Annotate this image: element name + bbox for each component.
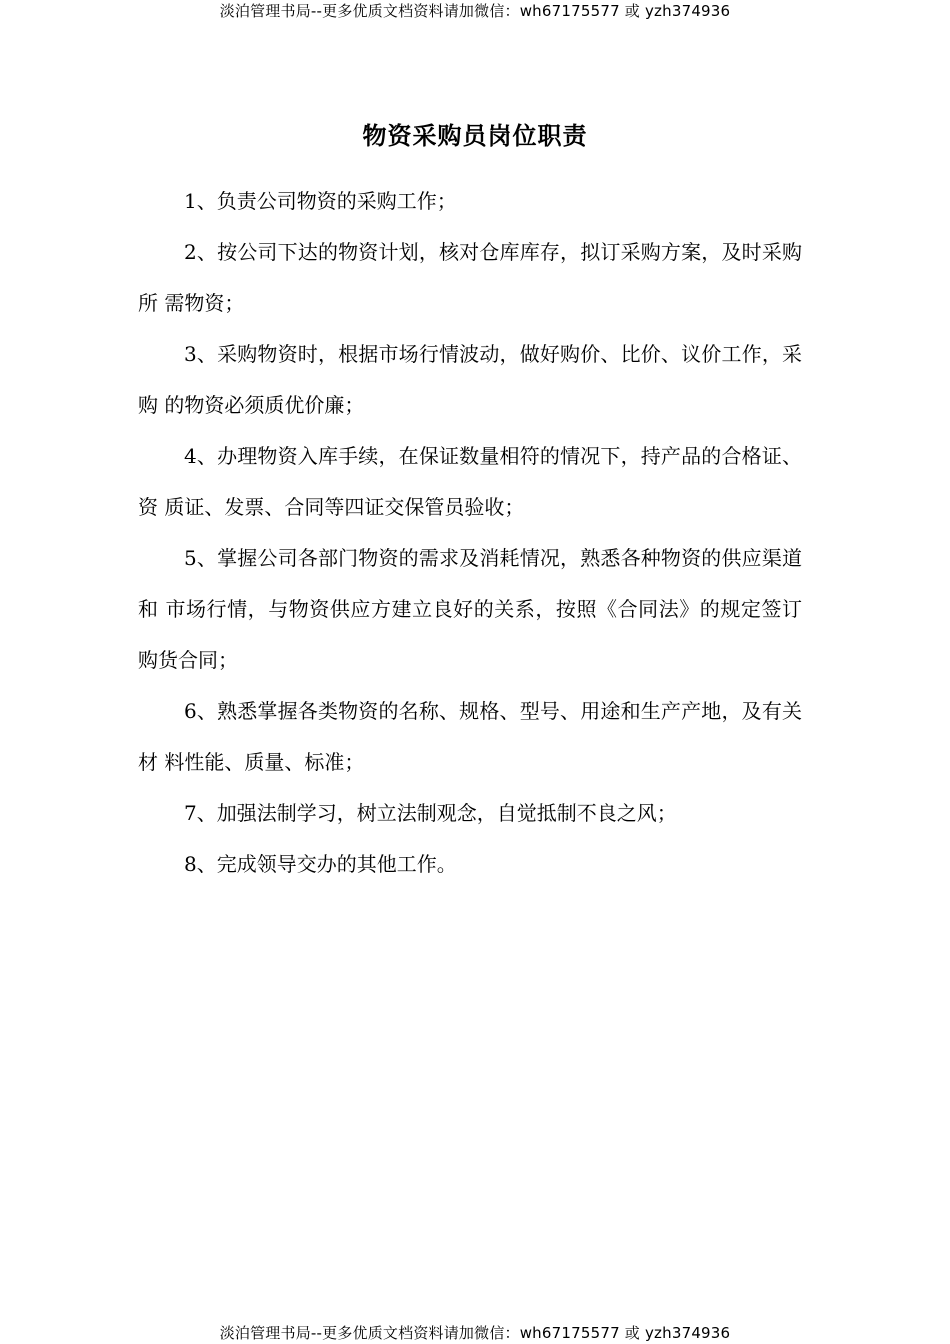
duty-item-7: 7、加强法制学习，树立法制观念，自觉抵制不良之风； <box>184 801 677 825</box>
duty-item-8: 8、完成领导交办的其他工作。 <box>184 852 457 876</box>
duty-item-1: 1、负责公司物资的采购工作； <box>184 189 457 213</box>
duty-item-5: 5、掌握公司各部门物资的需求及消耗情况，熟悉各种物资的供应渠道和 市场行情，与物资供应方建立良好的关系，按照《合同法》的规定签订购货合同； <box>138 546 802 672</box>
duty-item-3: 3、采购物资时，根据市场行情波动，做好购价、比价、议价工作，采购 的物资必须质优价廉； <box>138 342 802 417</box>
document-title: 物资采购员岗位职责 <box>362 121 588 150</box>
duty-item-4: 4、办理物资入库手续，在保证数量相符的情况下，持产品的合格证、资 质证、发票、合同等四证交保管员验收； <box>138 444 802 519</box>
page-footer: 淡泊管理书局--更多优质文档资料请加微信：wh67175577 或 yzh374936 <box>219 1324 731 1342</box>
duty-item-2: 2、按公司下达的物资计划，核对仓库库存，拟订采购方案，及时采购所 需物资； <box>138 240 802 315</box>
page-header: 淡泊管理书局--更多优质文档资料请加微信：wh67175577 或 yzh374936 <box>219 2 731 20</box>
duty-item-6: 6、熟悉掌握各类物资的名称、规格、型号、用途和生产产地，及有关材 料性能、质量、标准； <box>138 699 802 774</box>
document-body <box>138 176 802 890</box>
